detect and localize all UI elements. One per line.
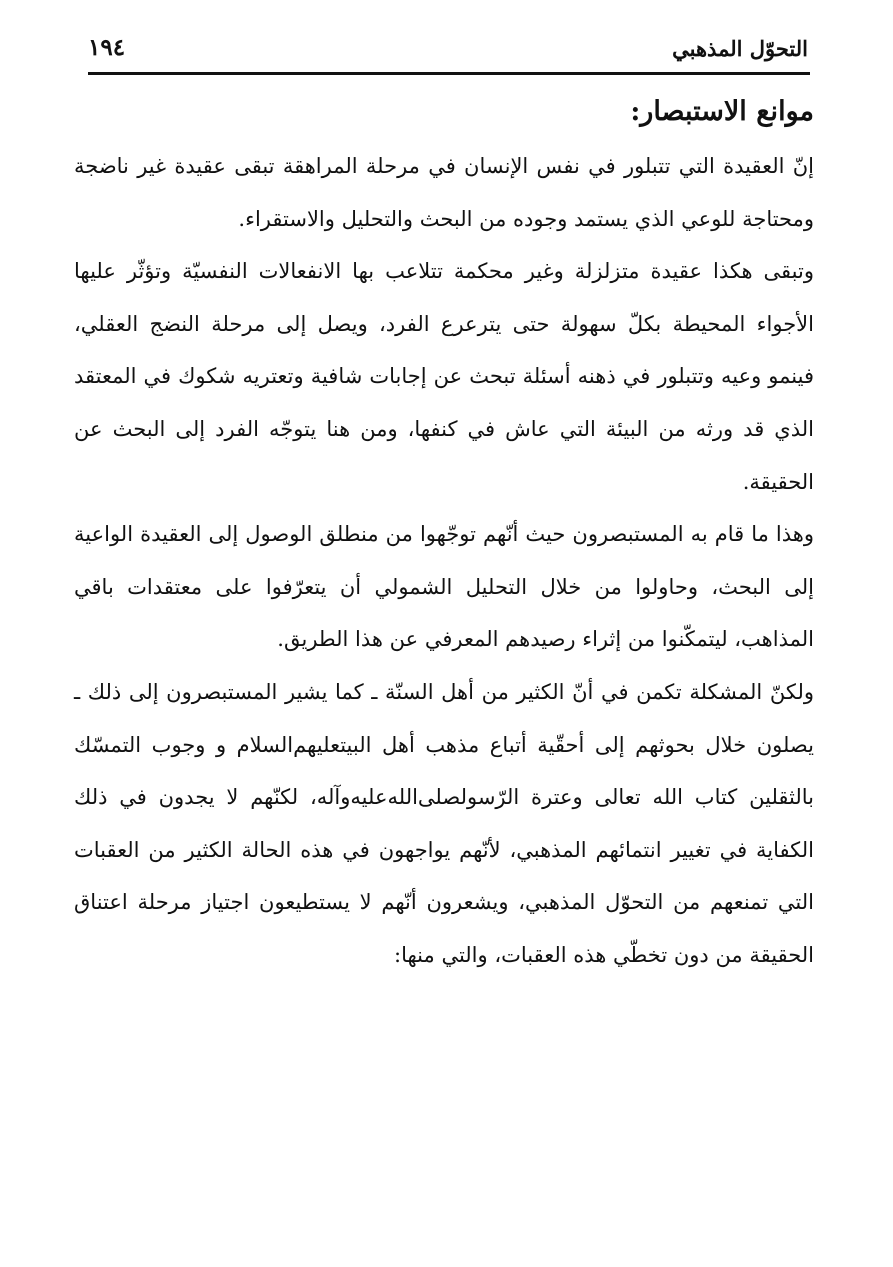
- page-number: ١٩٤: [88, 34, 126, 61]
- paragraph: إنّ العقيدة التي تتبلور في نفس الإنسان في مرحلة المراهقة تبقى عقيدة غير ناضجة ومحتاجة للوعي الذي يستمد وجوده من البحث والتحليل والاستقراء.: [74, 154, 814, 231]
- paragraph: وهذا ما قام به المستبصرون حيث أنّهم توجّهوا من منطلق الوصول إلى العقيدة الواعية إلى البحث، وحاولوا من خلال التحليل الشمولي أن يتعرّفوا على معتقدات باقي المذاهب، ليتمكّنوا من إثراء رصيدهم المعرفي عن هذا الطريق.: [74, 522, 814, 652]
- header-rule: [88, 72, 810, 75]
- body-text: [74, 80, 814, 982]
- running-title: التحوّل المذهبي: [672, 36, 808, 61]
- page-header: [88, 30, 808, 70]
- section-heading: موانع الاستبصار:: [630, 96, 814, 127]
- paragraph: ولكنّ المشكلة تكمن في أنّ الكثير من أهل السنّة ـ كما يشير المستبصرون إلى ذلك ـ يصلون خلال بحوثهم إلى أحقّية أتباع مذهب أهل البيتعليهم‌السلام و وجوب التمسّك بالثقلين كتاب الله تعالى وعترة الرّسولصلى‌الله‌عليه‌وآله، لكنّهم لا يجدون في ذلك الكفاية في تغيير انتمائهم المذهبي، لأنّهم يواجهون في هذه الحالة الكثير من العقبات التي تمنعهم من التحوّل المذهبي، ويشعرون أنّهم لا يستطيعون اجتياز مرحلة اعتناق الحقيقة من دون تخطّي هذه العقبات، والتي منها:: [74, 679, 814, 967]
- paragraph: وتبقى هكذا عقيدة متزلزلة وغير محكمة تتلاعب بها الانفعالات النفسيّة وتؤثّر عليها الأجواء المحيطة بكلّ سهولة حتى يترعرع الفرد، ويصل إلى مرحلة النضج العقلي، فينمو وعيه وتتبلور في ذهنه أسئلة تبحث عن إجابات شافية وتعتريه شكوك في المعتقد الذي قد ورثه من البيئة التي عاش في كنفها، ومن هنا يتوجّه الفرد إلى البحث عن الحقيقة.: [74, 259, 814, 494]
